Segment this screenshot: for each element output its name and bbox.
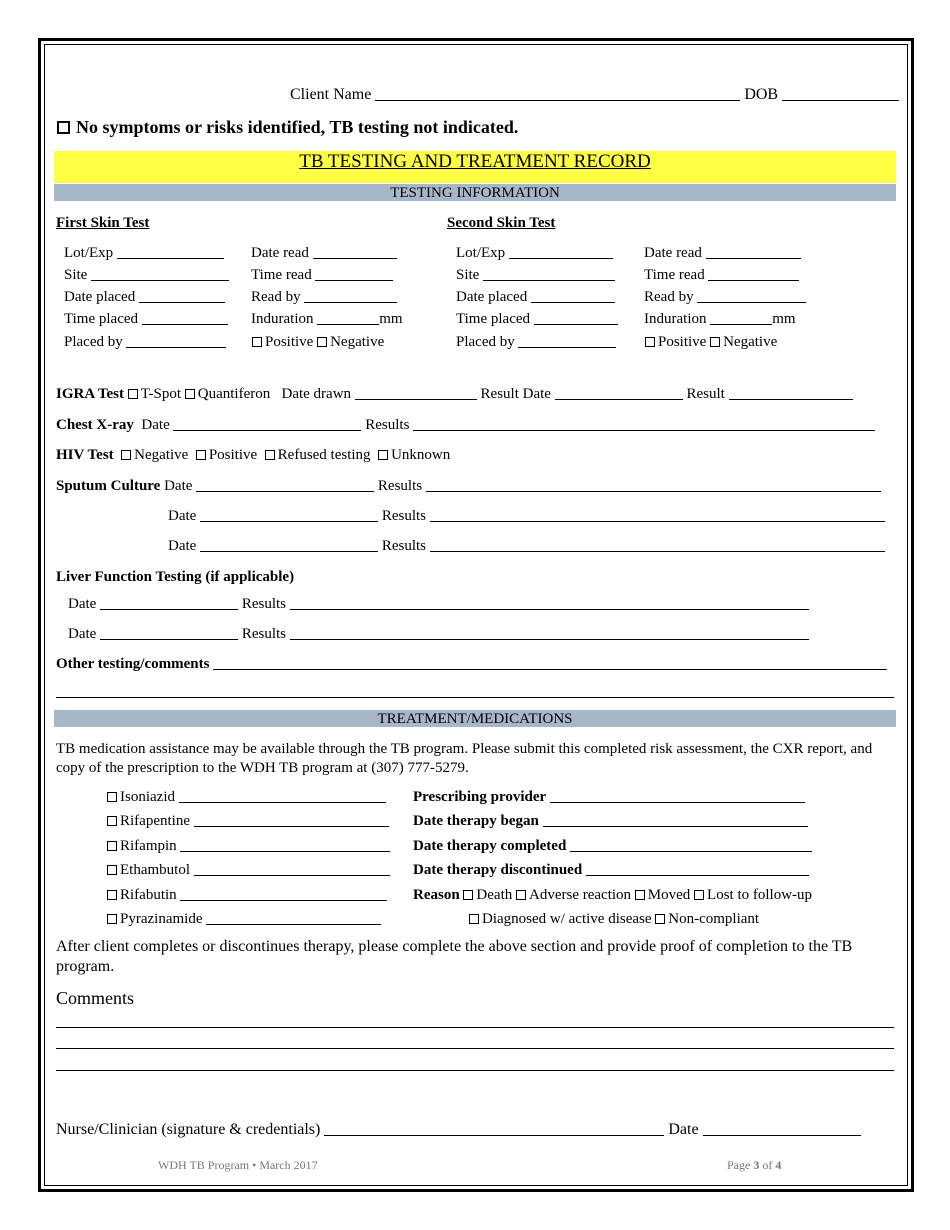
liver-row-1: Date Results bbox=[68, 596, 809, 613]
ethambutol-field[interactable] bbox=[194, 862, 390, 876]
pyrazinamide-field[interactable] bbox=[206, 911, 381, 925]
second-read-by: Read by bbox=[644, 289, 806, 306]
date-therapy-began-row: Date therapy began bbox=[413, 813, 808, 830]
second-time-placed: Time placed bbox=[456, 311, 618, 328]
second-placed-by-field[interactable] bbox=[518, 334, 616, 348]
med-isoniazid: Isoniazid bbox=[107, 789, 386, 806]
first-placed-by-field[interactable] bbox=[126, 334, 226, 348]
hiv-positive-checkbox[interactable] bbox=[196, 450, 206, 460]
second-positive-checkbox[interactable] bbox=[645, 337, 655, 347]
first-date-placed: Date placed bbox=[64, 289, 225, 306]
igra-quantiferon-checkbox[interactable] bbox=[185, 389, 195, 399]
client-name-row bbox=[290, 86, 899, 104]
hiv-row: HIV Test Negative Positive Refused testing Unknown bbox=[56, 447, 451, 463]
second-date-read: Date read bbox=[644, 245, 801, 262]
second-lot-exp: Lot/Exp bbox=[456, 245, 613, 262]
first-lot-exp-field[interactable] bbox=[117, 245, 224, 259]
second-read-by-field[interactable] bbox=[697, 289, 806, 303]
med-pyrazinamide: Pyrazinamide bbox=[107, 911, 381, 928]
reason-lost-checkbox[interactable] bbox=[694, 890, 704, 900]
sputum-results-field-1[interactable] bbox=[426, 478, 881, 492]
isoniazid-field[interactable] bbox=[179, 789, 386, 803]
rifapentine-checkbox[interactable] bbox=[107, 816, 117, 826]
first-time-placed-field[interactable] bbox=[142, 311, 228, 325]
no-symptoms-checkbox[interactable] bbox=[57, 121, 70, 134]
first-time-read: Time read bbox=[251, 267, 393, 284]
ethambutol-checkbox[interactable] bbox=[107, 865, 117, 875]
liver-date-field-2[interactable] bbox=[100, 626, 238, 640]
record-title-band bbox=[54, 151, 896, 183]
reason-moved-checkbox[interactable] bbox=[635, 890, 645, 900]
second-time-read: Time read bbox=[644, 267, 799, 284]
other-testing-line-2[interactable] bbox=[56, 697, 894, 698]
liver-date-field-1[interactable] bbox=[100, 596, 238, 610]
chest-xray-date-field[interactable] bbox=[173, 417, 361, 431]
first-negative-checkbox[interactable] bbox=[317, 337, 327, 347]
other-testing-row bbox=[56, 656, 887, 673]
reason-noncompliant-checkbox[interactable] bbox=[655, 914, 665, 924]
rifampin-field[interactable] bbox=[180, 838, 390, 852]
hiv-label: HIV Test bbox=[56, 447, 114, 463]
completion-note: After client completes or discontinues therapy, please complete the above section and provide proof of completion to the TB program. bbox=[56, 938, 853, 975]
igra-result-date-field[interactable] bbox=[555, 386, 683, 400]
hiv-refused-checkbox[interactable] bbox=[265, 450, 275, 460]
comments-line-3[interactable] bbox=[56, 1070, 894, 1071]
med-rifapentine: Rifapentine bbox=[107, 813, 389, 830]
first-date-read: Date read bbox=[251, 245, 397, 262]
second-induration: Induration mm bbox=[644, 311, 796, 327]
treatment-section-header bbox=[54, 710, 896, 727]
comments-line-1[interactable] bbox=[56, 1027, 894, 1028]
med-rifampin: Rifampin bbox=[107, 838, 390, 855]
second-lot-exp-field[interactable] bbox=[509, 245, 613, 259]
sputum-row-1: Sputum Culture Date Results bbox=[56, 478, 881, 495]
date-therapy-completed-row: Date therapy completed bbox=[413, 838, 812, 855]
second-time-read-field[interactable] bbox=[708, 267, 799, 281]
first-time-placed: Time placed bbox=[64, 311, 228, 328]
testing-section-header bbox=[54, 184, 896, 201]
date-therapy-discontinued-row: Date therapy discontinued bbox=[413, 862, 809, 879]
sputum-row-2: Date Results bbox=[168, 508, 885, 525]
reason-label: Reason bbox=[413, 887, 460, 903]
second-time-placed-field[interactable] bbox=[534, 311, 618, 325]
first-site-field[interactable] bbox=[91, 267, 229, 281]
reason-death-checkbox[interactable] bbox=[463, 890, 473, 900]
first-site: Site bbox=[64, 267, 229, 284]
second-placed-by: Placed by bbox=[456, 334, 616, 351]
first-read-by: Read by bbox=[251, 289, 397, 306]
dob-label: DOB bbox=[744, 86, 779, 103]
rifabutin-checkbox[interactable] bbox=[107, 890, 117, 900]
no-symptoms-label: No symptoms or risks identified, TB testing not indicated. bbox=[76, 117, 519, 137]
med-rifabutin: Rifabutin bbox=[107, 887, 387, 904]
igra-tspot-checkbox[interactable] bbox=[128, 389, 138, 399]
first-date-read-field[interactable] bbox=[313, 245, 397, 259]
second-date-placed: Date placed bbox=[456, 289, 615, 306]
sputum-row-3: Date Results bbox=[168, 538, 885, 555]
sputum-results-field-2[interactable] bbox=[430, 508, 885, 522]
second-date-read-field[interactable] bbox=[706, 245, 801, 259]
first-time-read-field[interactable] bbox=[315, 267, 393, 281]
sputum-results-field-3[interactable] bbox=[430, 538, 885, 552]
signature-field[interactable] bbox=[324, 1122, 664, 1136]
signature-label: Nurse/Clinician (signature & credentials) bbox=[56, 1121, 321, 1138]
second-site-field[interactable] bbox=[483, 267, 615, 281]
treatment-section-title: TREATMENT/MEDICATIONS bbox=[377, 711, 573, 727]
sputum-date-field-1[interactable] bbox=[196, 478, 374, 492]
second-negative-checkbox[interactable] bbox=[710, 337, 720, 347]
chest-xray-results-field[interactable] bbox=[413, 417, 875, 431]
second-induration-field[interactable] bbox=[710, 311, 772, 325]
first-placed-by: Placed by bbox=[64, 334, 226, 351]
first-lot-exp: Lot/Exp bbox=[64, 245, 224, 262]
footer-page-number: Page 3 of 4 bbox=[727, 1158, 782, 1172]
igra-row: IGRA Test T-Spot Quantiferon Date drawn Result Date Result bbox=[56, 386, 853, 403]
med-ethambutol: Ethambutol bbox=[107, 862, 390, 879]
hiv-negative-checkbox[interactable] bbox=[121, 450, 131, 460]
prescribing-provider-field[interactable] bbox=[550, 789, 805, 803]
reason-row-1: Reason Death Adverse reaction Moved Lost to follow-up bbox=[413, 887, 813, 903]
date-therapy-completed-field[interactable] bbox=[570, 838, 812, 852]
footer-left: WDH TB Program • March 2017 bbox=[158, 1158, 318, 1172]
other-testing-field[interactable] bbox=[213, 656, 887, 670]
reason-adverse-checkbox[interactable] bbox=[516, 890, 526, 900]
rifapentine-field[interactable] bbox=[194, 813, 389, 827]
date-therapy-discontinued-field[interactable] bbox=[586, 862, 809, 876]
hiv-unknown-checkbox[interactable] bbox=[378, 450, 388, 460]
liver-row-2: Date Results bbox=[68, 626, 809, 643]
client-name-field[interactable] bbox=[375, 87, 740, 101]
rifampin-checkbox[interactable] bbox=[107, 841, 117, 851]
treatment-note: TB medication assistance may be available through the TB program. Please submit this completed risk assessment, the CXR report, and copy of the prescription to the WDH TB program at (307) 777-5279. bbox=[56, 741, 873, 776]
reason-diagnosed-checkbox[interactable] bbox=[469, 914, 479, 924]
date-therapy-began-field[interactable] bbox=[543, 813, 808, 827]
sputum-date-field-2[interactable] bbox=[200, 508, 378, 522]
comments-label: Comments bbox=[56, 988, 135, 1008]
sputum-label: Sputum Culture bbox=[56, 478, 161, 494]
client-name-label: Client Name bbox=[290, 86, 372, 103]
chest-xray-label: Chest X-ray bbox=[56, 417, 134, 433]
igra-result-field[interactable] bbox=[729, 386, 853, 400]
sputum-date-field-3[interactable] bbox=[200, 538, 378, 552]
chest-xray-row: Chest X-ray Date Results bbox=[56, 417, 875, 434]
second-site: Site bbox=[456, 267, 615, 284]
second-skin-test-title: Second Skin Test bbox=[447, 215, 556, 231]
dob-field[interactable] bbox=[782, 87, 899, 101]
first-induration: Induration mm bbox=[251, 311, 403, 327]
signature-date-label: Date bbox=[668, 1121, 699, 1138]
record-title: TB TESTING AND TREATMENT RECORD bbox=[299, 151, 651, 172]
first-read-by-field[interactable] bbox=[304, 289, 397, 303]
second-result-options: Positive Negative bbox=[645, 334, 777, 351]
prescribing-provider-row: Prescribing provider bbox=[413, 789, 805, 806]
comments-line-2[interactable] bbox=[56, 1048, 894, 1049]
rifabutin-field[interactable] bbox=[180, 887, 387, 901]
first-positive-checkbox[interactable] bbox=[252, 337, 262, 347]
liver-label: Liver Function Testing (if applicable) bbox=[56, 569, 295, 585]
liver-results-field-1[interactable] bbox=[290, 596, 809, 610]
igra-date-drawn-field[interactable] bbox=[355, 386, 477, 400]
igra-label: IGRA Test bbox=[56, 386, 124, 402]
first-result-options: Positive Negative bbox=[252, 334, 384, 351]
isoniazid-checkbox[interactable] bbox=[107, 792, 117, 802]
second-date-placed-field[interactable] bbox=[531, 289, 615, 303]
signature-row bbox=[56, 1121, 861, 1139]
first-skin-test-title: First Skin Test bbox=[56, 215, 150, 231]
first-induration-field[interactable] bbox=[317, 311, 379, 325]
no-symptoms-row bbox=[57, 117, 518, 138]
liver-results-field-2[interactable] bbox=[290, 626, 809, 640]
reason-row-2: Diagnosed w/ active disease Non-compliant bbox=[469, 911, 759, 928]
testing-section-title: TESTING INFORMATION bbox=[390, 185, 560, 201]
signature-date-field[interactable] bbox=[703, 1122, 861, 1136]
pyrazinamide-checkbox[interactable] bbox=[107, 914, 117, 924]
first-date-placed-field[interactable] bbox=[139, 289, 225, 303]
other-testing-label: Other testing/comments bbox=[56, 656, 210, 672]
